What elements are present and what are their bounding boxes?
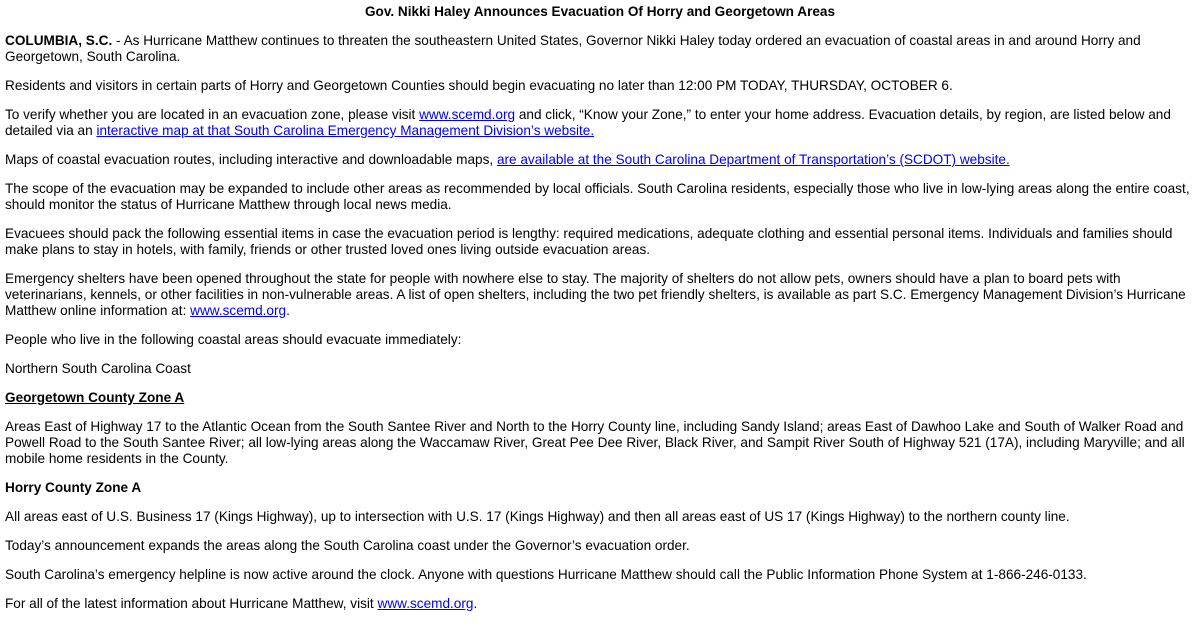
- deadline-paragraph: Residents and visitors in certain parts of Horry and Georgetown Counties should begin evacuating no later than 12:00 PM TODAY, THURSDAY, OCTOBER 6.: [5, 78, 953, 93]
- horry-zone-title: Horry County Zone A: [5, 480, 142, 495]
- dateline: COLUMBIA, S.C.: [5, 33, 113, 48]
- georgetown-zone-title: Georgetown County Zone A: [5, 390, 185, 405]
- helpline-paragraph: South Carolina’s emergency helpline is now active around the clock. Anyone with questions Hurricane Matthew should call the Public Information Phone System at 1-866-246-0133.: [5, 567, 1087, 582]
- maps-text: Maps of coastal evacuation routes, including interactive and downloadable maps,: [5, 152, 497, 167]
- latest-scemd-link[interactable]: www.scemd.org: [377, 596, 474, 611]
- horry-zone-paragraph: All areas east of U.S. Business 17 (Kings Highway), up to intersection with U.S. 17 (Kings Highway) and then all areas east of US 17 (Kings Highway) to the northern county line.: [5, 509, 1070, 524]
- scope-paragraph: The scope of the evacuation may be expanded to include other areas as recommended by local officials. South Carolina residents, especially those who live in low-lying areas along the entire coast, should monitor the status of Hurricane Matthew through local news media.: [5, 181, 1190, 212]
- latest-info-paragraph: [5, 596, 1195, 612]
- maps-paragraph: [5, 152, 1195, 168]
- horry-zone-heading: [5, 480, 1195, 496]
- press-release: [5, 4, 1195, 625]
- evacuate-immediately-paragraph: People who live in the following coastal areas should evacuate immediately:: [5, 332, 462, 347]
- verify-zone-paragraph: [5, 107, 1195, 139]
- georgetown-zone-heading: [5, 390, 1195, 406]
- intro-text: - As Hurricane Matthew continues to threaten the southeastern United States, Governor Nikki Haley today ordered an evacuation of coastal areas in and around Horry and Georgetown, South Carolina.: [5, 33, 1141, 64]
- shelters-text: Emergency shelters have been opened throughout the state for people with nowhere else to stay. The majority of shelters do not allow pets, owners should have a plan to board pets with veterinarians, kennels, or other facilities in non-vulnerable areas. A list of open shelters, including the two pet friendly shelters, is available as part S.C. Emergency Management Division’s Hurricane Matthew online information at:: [5, 271, 1186, 318]
- georgetown-zone-paragraph: Areas East of Highway 17 to the Atlantic Ocean from the South Santee River and North to the Horry County line, including Sandy Island; areas East of Dawhoo Lake and South of Walker Road and Powell Road to the South Santee River; all low-lying areas along the Waccamaw River, Great Pee Dee River, Black River, and Sampit River South of Highway 521 (17A), including Maryville; and all mobile home residents in the County.: [5, 419, 1185, 466]
- latest-info-text-after: .: [473, 596, 478, 611]
- region-heading: Northern South Carolina Coast: [5, 361, 191, 376]
- shelters-text-after: .: [286, 303, 290, 318]
- latest-info-text: For all of the latest information about Hurricane Matthew, visit: [5, 596, 378, 611]
- evacuees-paragraph: Evacuees should pack the following essential items in case the evacuation period is lengthy: required medications, adequate clothing and essential personal items. Individuals and families should make plans to stay in hotels, with family, friends or other trusted loved ones living outside evacuation areas.: [5, 226, 1173, 257]
- verify-text-middle: and click, “Know your Zone,” to enter your home address. Evacuation details, by region, are listed below and detailed via an: [5, 107, 1171, 138]
- interactive-map-link[interactable]: interactive map at that South Carolina Emergency Management Division’s website.: [96, 123, 595, 138]
- page-title: Gov. Nikki Haley Announces Evacuation Of Horry and Georgetown Areas: [364, 4, 836, 19]
- scemd-link[interactable]: www.scemd.org: [419, 107, 516, 122]
- shelters-paragraph: [5, 271, 1195, 319]
- verify-text-before: To verify whether you are located in an evacuation zone, please visit: [5, 107, 420, 122]
- shelters-scemd-link[interactable]: www.scemd.org: [190, 303, 287, 318]
- scdot-link[interactable]: are available at the South Carolina Department of Transportation’s (SCDOT) website.: [496, 152, 1010, 167]
- intro-paragraph: [5, 33, 1195, 65]
- announcement-paragraph: Today’s announcement expands the areas along the South Carolina coast under the Governor’s evacuation order.: [5, 538, 690, 553]
